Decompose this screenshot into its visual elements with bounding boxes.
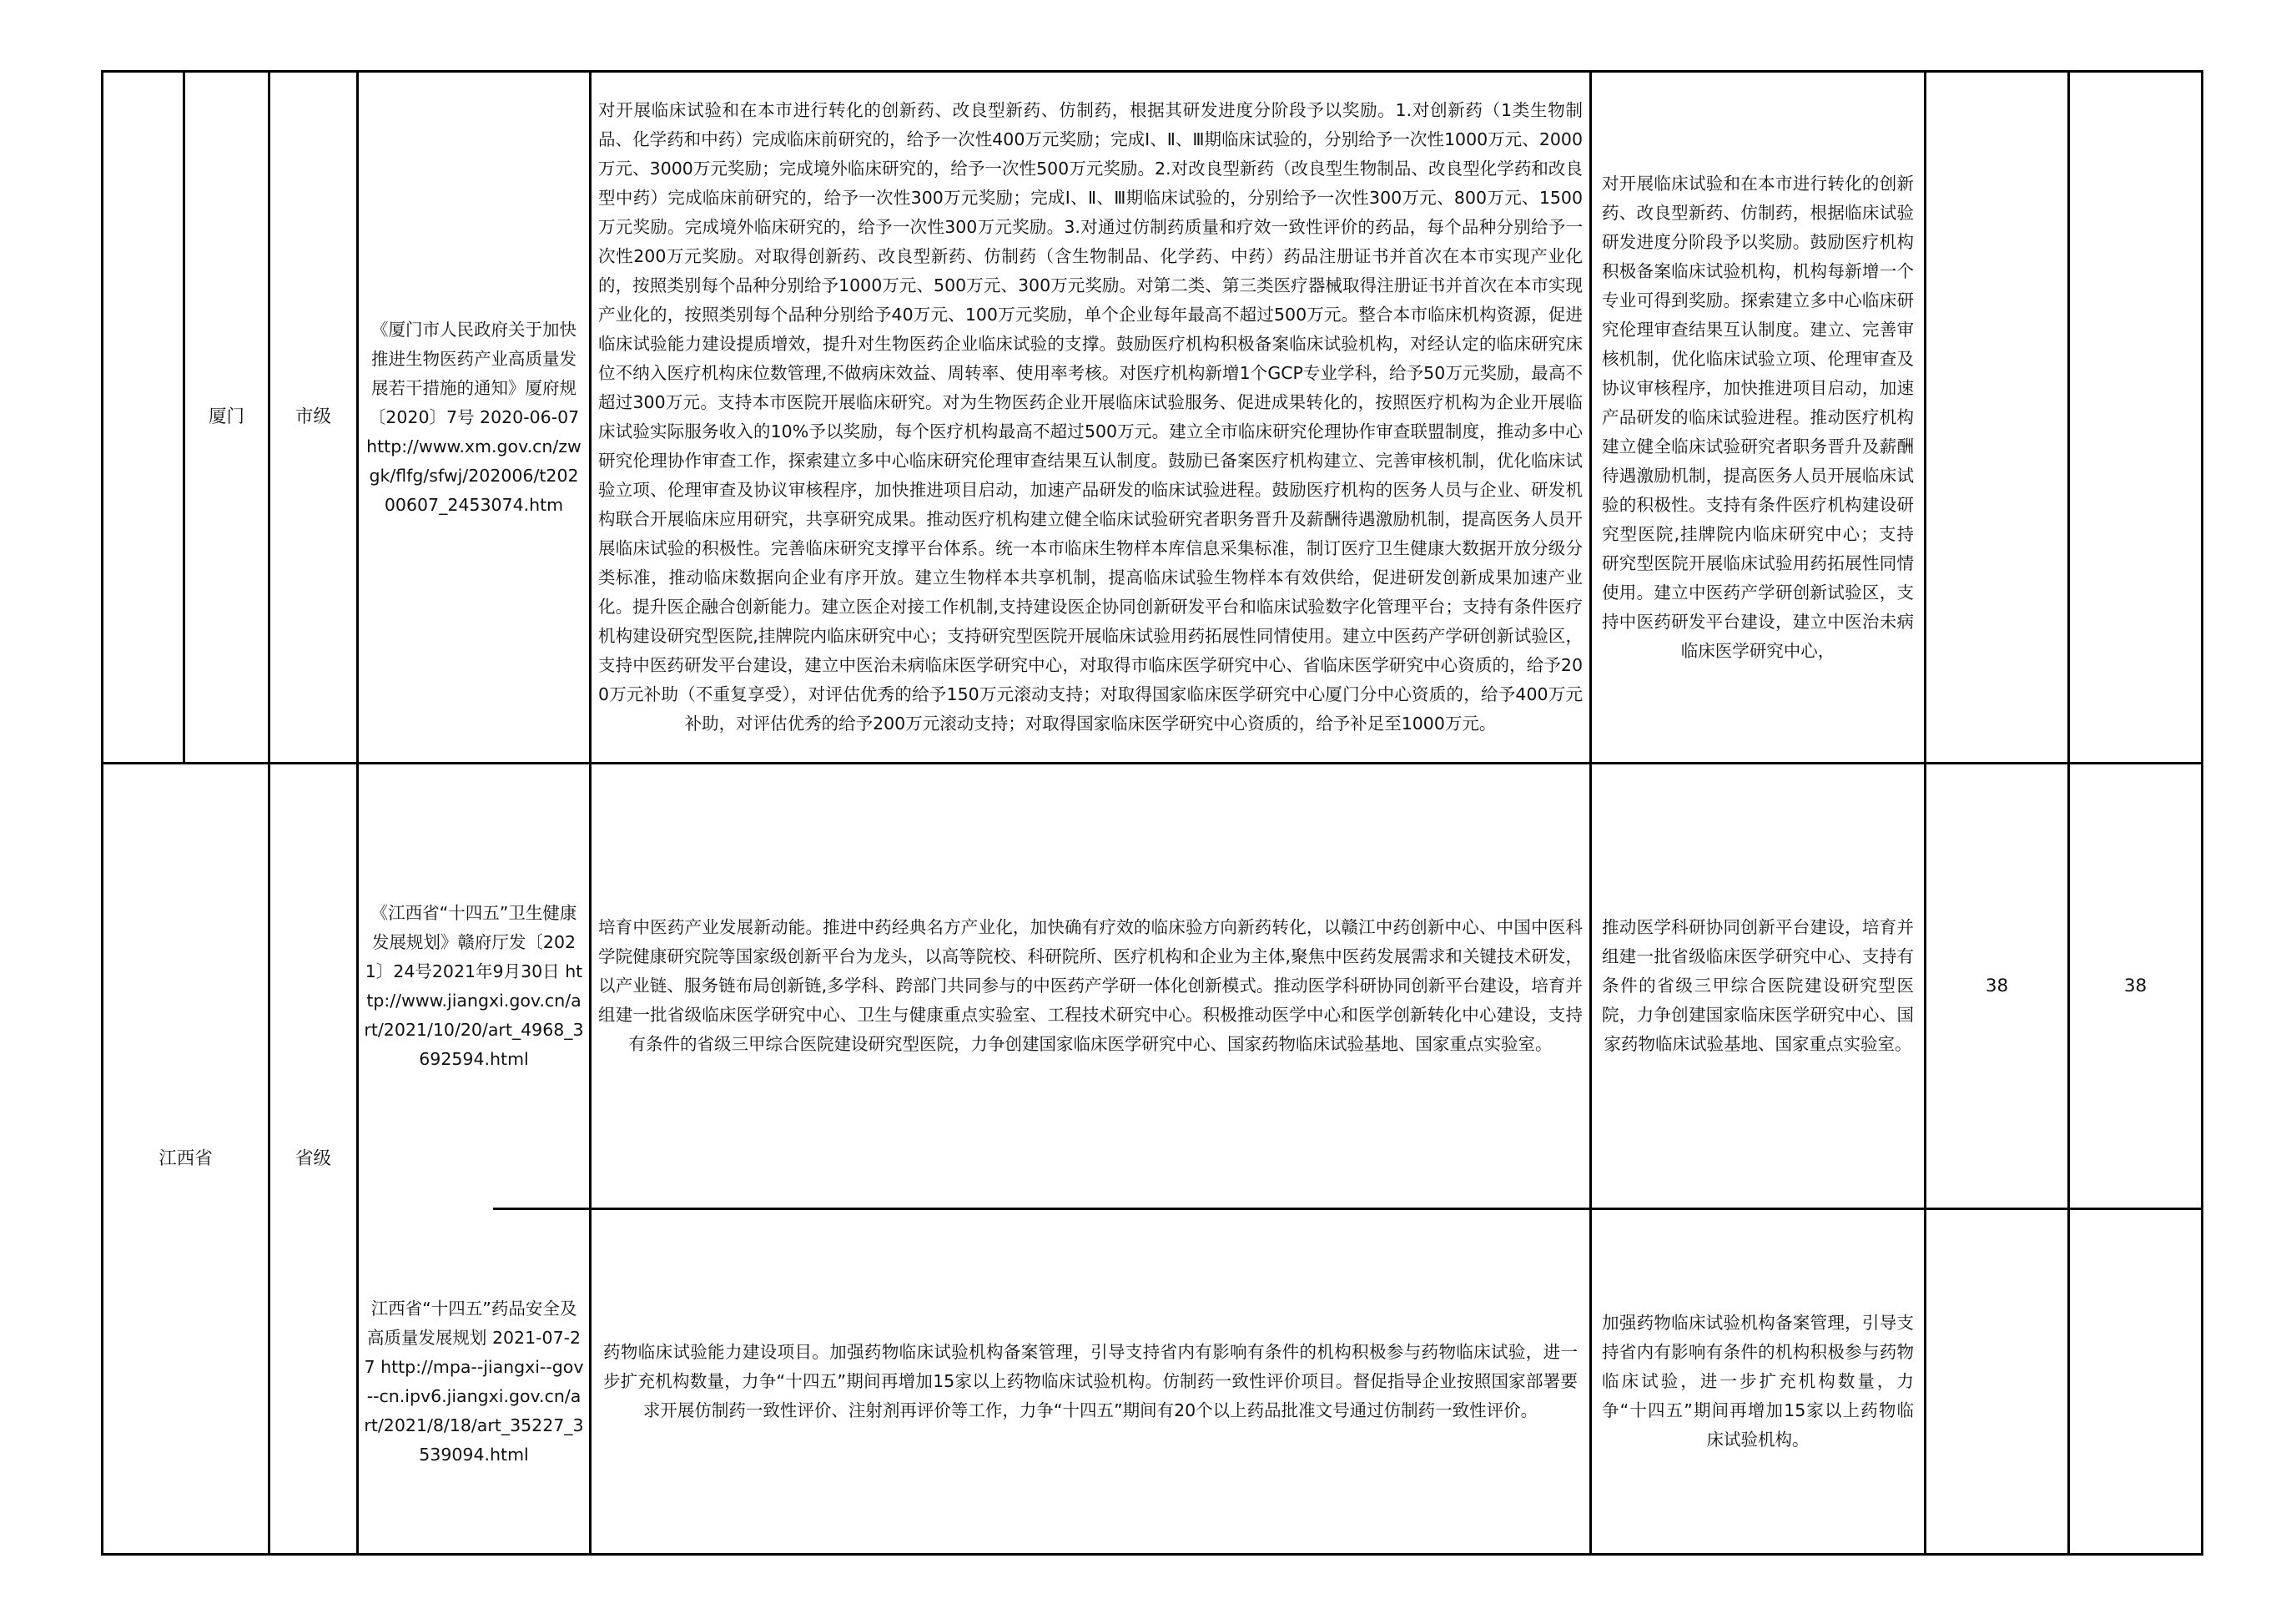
level-cell: 市级 — [295, 406, 331, 427]
region-cell: 江西省 — [159, 1147, 213, 1169]
policy-cell: 药物临床试验能力建设项目。加强药物临床试验机构备案管理，引导支持省内有影响有条件的机构积极参与药物临床试验，进一步扩充机构数量，力争“十四五”期间再增加15家以上药物临床试验机构。仿制药一致性评价项目。督促指导企业按照国家部署要求开展仿制药一致性评价、注射剂再评价等工作，力争“十四五”期间有20个以上药品批准文号通过仿制药一致性评价。 — [603, 1342, 1578, 1420]
policy-cell-wrap — [592, 73, 1589, 762]
level-cell-wrap — [270, 73, 356, 762]
policy-table — [101, 70, 2203, 1556]
score-b-cell-wrap — [2070, 73, 2201, 762]
measure-cell: 推动医学科研协同创新平台建设，培育并组建一批省级临床医学研究中心、支持有条件的省级三甲综合医院建设研究型医院，力争创建国家临床医学研究中心、国家药物临床试验基地、国家重点实验室。 — [1602, 917, 1914, 1054]
source-cell: 江西省“十四五”药品安全及高质量发展规划 2021-07-27 http://mpa--jiangxi--gov--cn.ipv6.jiangxi.gov.cn/art/2021/8/18/art_35227_3539094.html — [364, 1298, 584, 1465]
policy-cell-wrap — [592, 764, 1589, 1208]
score-a-cell: 38 — [1985, 975, 2009, 996]
table-rule — [101, 1553, 2203, 1556]
measure-cell: 加强药物临床试验机构备案管理，引导支持省内有影响有条件的机构积极参与药物临床试验，进一步扩充机构数量，力争“十四五”期间再增加15家以上药物临床试验机构。 — [1602, 1313, 1914, 1450]
level-cell: 省级 — [295, 1147, 331, 1169]
measure-cell-wrap — [1592, 1210, 1924, 1553]
policy-cell: 培育中医药产业发展新动能。推进中药经典名方产业化，加快确有疗效的临床验方向新药转化，以赣江中药创新中心、中国中医科学院健康研究院等国家级创新平台为龙头，以高等院校、科研院所、医疗机构和企业为主体,聚焦中医药发展需求和关键技术研发，以产业链、服务链布局创新链,多学科、跨部门共同参与的中医药产学研一体化创新模式。推动医学科研协同创新平台建设，培育并组建一批省级临床医学研究中心、卫生与健康重点实验室、工程技术研究中心。积极推动医学中心和医学创新转化中心建设，支持有条件的省级三甲综合医院建设研究型医院，力争创建国家临床医学研究中心、国家药物临床试验基地、国家重点实验室。 — [598, 917, 1583, 1054]
policy-cell-wrap — [592, 1210, 1589, 1553]
table-rule — [2201, 70, 2203, 1556]
score-a-cell-wrap — [1926, 1210, 2067, 1553]
score-a-cell-wrap — [1926, 764, 2067, 1208]
source-cell: 《厦门市人民政府关于加快推进生物医药产业高质量发展若干措施的通知》厦府规〔2020〕7号 2020-06-07 http://www.xm.gov.cn/zwgk/flfg/sfwj/202006/t20200607_2453074.htm — [366, 319, 582, 515]
source-cell-wrap — [359, 764, 589, 1208]
source-cell-wrap — [359, 73, 589, 762]
table-row — [103, 764, 268, 1553]
measure-cell-wrap — [1592, 764, 1924, 1208]
score-b-cell-wrap — [2070, 1210, 2201, 1553]
table-row — [103, 73, 183, 762]
policy-cell: 对开展临床试验和在本市进行转化的创新药、改良型新药、仿制药，根据其研发进度分阶段予以奖励。1.对创新药（1类生物制品、化学药和中药）完成临床前研究的，给予一次性400万元奖励；完成Ⅰ、Ⅱ、Ⅲ期临床试验的，分别给予一次性1000万元、2000万元、3000万元奖励；完成境外临床研究的，给予一次性500万元奖励。2.对改良型新药（改良型生物制品、改良型化学药和改良型中药）完成临床前研究的，给予一次性300万元奖励；完成Ⅰ、Ⅱ、Ⅲ期临床试验的，分别给予一次性300万元、800万元、1500万元奖励。完成境外临床研究的，给予一次性300万元奖励。3.对通过仿制药质量和疗效一致性评价的药品，每个品种分别给予一次性200万元奖励。对取得创新药、改良型新药、仿制药（含生物制品、化学药、中药）药品注册证书并首次在本市实现产业化的，按照类别每个品种分别给予1000万元、500万元、300万元奖励。对第二类、第三类医疗器械取得注册证书并首次在本市实现产业化的，按照类别每个品种分别给予40万元、100万元奖励，单个企业每年最高不超过500万元。整合本市临床机构资源，促进临床试验能力建设提质增效，提升对生物医药企业临床试验的支撑。鼓励医疗机构积极备案临床试验机构，对经认定的临床研究床位不纳入医疗机构床位数管理,不做病床效益、周转率、使用率考核。对医疗机构新增1个GCP专业学科，给予50万元奖励，最高不超过300万元。支持本市医院开展临床研究。对为生物医药企业开展临床试验服务、促进成果转化的，按照医疗机构为企业开展临床试验实际服务收入的10%予以奖励，每个医疗机构最高不超过500万元。建立全市临床研究伦理协作审查联盟制度，推动多中心研究伦理协作审查工作，探索建立多中心临床研究伦理审查结果互认制度。鼓励已备案医疗机构建立、完善审核机制，优化临床试验立项、伦理审查及协议审核程序，加快推进项目启动，加速产品研发的临床试验进程。鼓励医疗机构的医务人员与企业、研发机构联合开展临床应用研究，共享研究成果。推动医疗机构建立健全临床试验研究者职务晋升及薪酬待遇激励机制，提高医务人员开展临床试验的积极性。完善临床研究支撑平台体系。统一本市临床生物样本库信息采集标准，制订医疗卫生健康大数据开放分级分类标准，推动临床数据向企业有序开放。建立生物样本共享机制，提高临床试验生物样本有效供给，促进研发创新成果加速产业化。提升医企融合创新能力。建立医企对接工作机制,支持建设医企协同创新研发平台和临床试验数字化管理平台；支持有条件医疗机构建设研究型医院,挂牌院内临床研究中心；支持研究型医院开展临床试验用药拓展性同情使用。建立中医药产学研创新试验区，支持中医药研发平台建设，建立中医治未病临床医学研究中心，对取得市临床医学研究中心、省临床医学研究中心资质的，给予200万元补助（不重复享受），对评估优秀的给予150万元滚动支持；对取得国家临床医学研究中心厦门分中心资质的，给予400万元补助，对评估优秀的给予200万元滚动支持；对取得国家临床医学研究中心资质的，给予补足至1000万元。 — [598, 100, 1583, 734]
table-row — [359, 1210, 589, 1553]
score-a-cell-wrap — [1926, 73, 2067, 762]
city-cell: 厦门 — [208, 406, 244, 427]
city-cell-wrap — [185, 73, 268, 762]
measure-cell-wrap — [1592, 73, 1924, 762]
score-b-cell: 38 — [2123, 975, 2147, 996]
score-b-cell-wrap — [2070, 764, 2201, 1208]
source-cell: 《江西省“十四五”卫生健康发展规划》赣府厅发〔2021〕24号2021年9月30日 http://www.jiangxi.gov.cn/art/2021/10/20/art_4968_3692594.html — [364, 902, 584, 1069]
level-cell-wrap — [270, 764, 356, 1553]
measure-cell: 对开展临床试验和在本市进行转化的创新药、改良型新药、仿制药，根据临床试验研发进度分阶段予以奖励。鼓励医疗机构积极备案临床试验机构，机构每新增一个专业可得到奖励。探索建立多中心临床研究伦理审查结果互认制度。建立、完善审核机制，优化临床试验立项、伦理审查及协议审核程序，加快推进项目启动，加速产品研发的临床试验进程。推动医疗机构建立健全临床试验研究者职务晋升及薪酬待遇激励机制，提高医务人员开展临床试验的积极性。支持有条件医疗机构建设研究型医院,挂牌院内临床研究中心；支持研究型医院开展临床试验用药拓展性同情使用。建立中医药产学研创新试验区，支持中医药研发平台建设，建立中医治未病临床医学研究中心， — [1602, 173, 1914, 661]
